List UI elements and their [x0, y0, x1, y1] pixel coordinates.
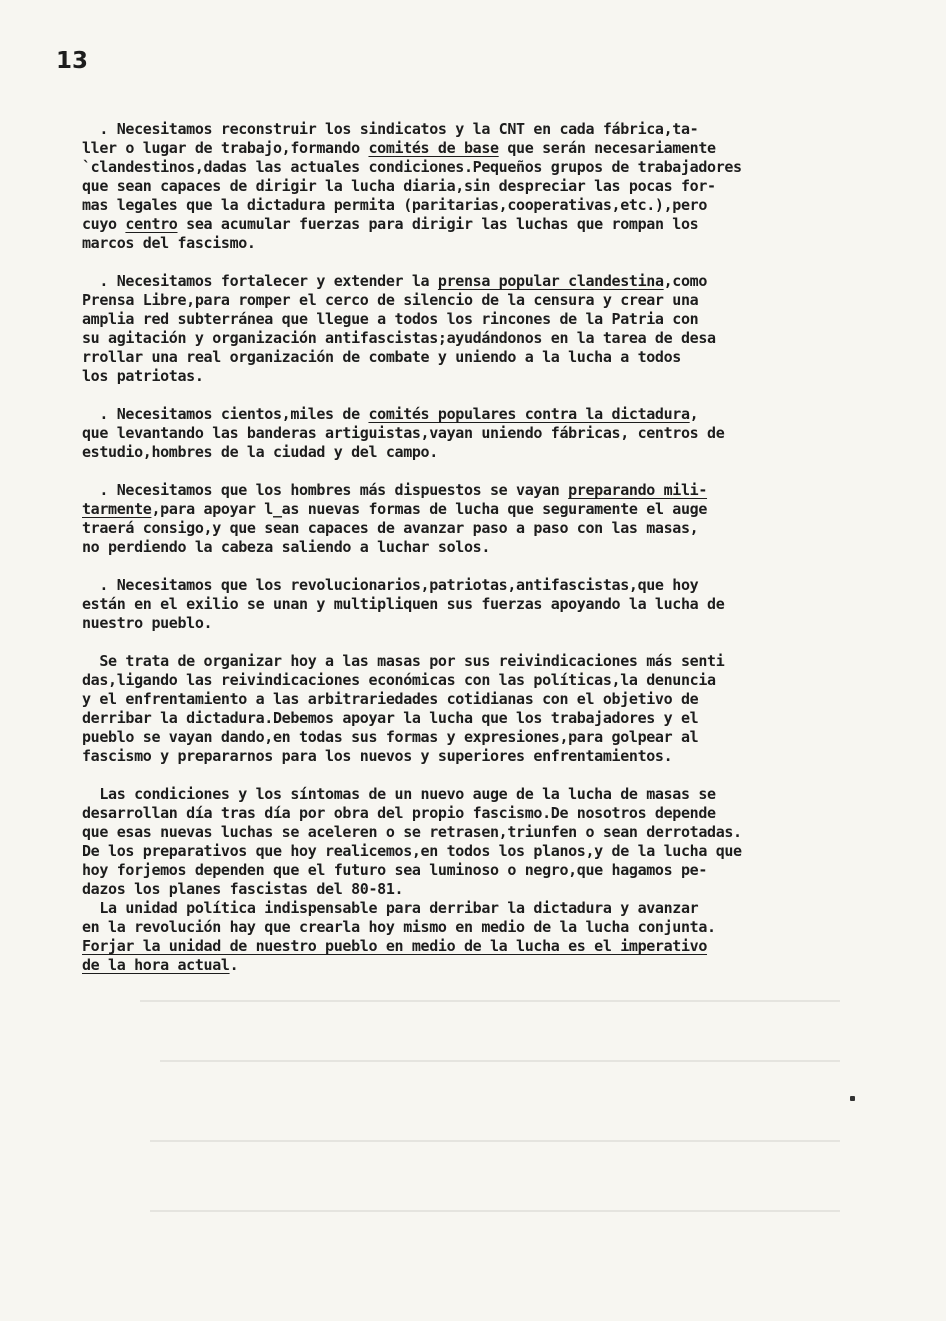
text-run: en la revolución hay que crearla hoy mismo en medio de la lucha conjunta.	[82, 918, 716, 936]
text-line	[82, 215, 872, 234]
text-line	[82, 519, 872, 538]
text-run: ,	[689, 405, 699, 423]
text-run: De los preparativos que hoy realicemos,en todos los planos,y de la lucha que	[82, 842, 742, 860]
text-line	[82, 348, 872, 367]
text-run: `clandestinos,dadas las actuales condiciones.Pequeños grupos de trabajadores	[82, 158, 742, 176]
text-run: que levantando las banderas artiguistas,vayan uniendo fábricas, centros de	[82, 424, 725, 442]
underlined-text: tarmente	[82, 500, 152, 518]
paragraph	[82, 120, 872, 253]
text-run: . Necesitamos que los revolucionarios,patriotas,antifascistas,que hoy	[82, 576, 699, 594]
text-line	[82, 424, 872, 443]
text-run: que esas nuevas luchas se aceleren o se retrasen,triunfen o sean derrotadas.	[82, 823, 742, 841]
text-line	[82, 158, 872, 177]
text-line	[82, 329, 872, 348]
text-line	[82, 481, 872, 500]
text-line	[82, 728, 872, 747]
text-run: Se trata de organizar hoy a las masas por sus reivindicaciones más senti	[82, 652, 725, 670]
text-run: . Necesitamos cientos,miles de	[82, 405, 369, 423]
paragraph	[82, 785, 872, 899]
text-line	[82, 538, 872, 557]
text-line	[82, 234, 872, 253]
text-line	[82, 367, 872, 386]
text-line	[82, 272, 872, 291]
text-run: das,ligando las reivindicaciones económicas con las políticas,la denuncia	[82, 671, 716, 689]
text-run: pueblo se vayan dando,en todas sus formas y expresiones,para golpear al	[82, 728, 699, 746]
text-run: ,para apoyar l_as nuevas formas de lucha que seguramente el auge	[151, 500, 708, 518]
paragraph	[82, 405, 872, 462]
text-line	[82, 595, 872, 614]
text-run: los patriotas.	[82, 367, 204, 385]
text-line	[82, 500, 872, 519]
text-line	[82, 291, 872, 310]
text-run: desarrollan día tras día por obra del propio fascismo.De nosotros depende	[82, 804, 716, 822]
underlined-text: prensa popular clandestina	[437, 272, 664, 290]
text-line	[82, 405, 872, 424]
text-run: que serán necesariamente	[498, 139, 716, 157]
text-run: . Necesitamos reconstruir los sindicatos y la CNT en cada fábrica,ta-	[82, 120, 699, 138]
ink-dot	[850, 1096, 855, 1101]
text-run: fascismo y prepararnos para los nuevos y superiores enfrentamientos.	[82, 747, 673, 765]
text-line	[82, 747, 872, 766]
text-line	[82, 614, 872, 633]
text-run: marcos del fascismo.	[82, 234, 256, 252]
text-run: no perdiendo la cabeza saliendo a luchar solos.	[82, 538, 490, 556]
text-run: están en el exilio se unan y multipliquen sus fuerzas apoyando la lucha de	[82, 595, 725, 613]
underlined-text: centro	[125, 215, 178, 233]
underlined-text: preparando mili-	[568, 481, 708, 499]
paragraph	[82, 652, 872, 766]
text-run: cuyo	[82, 215, 126, 233]
text-run: estudio,hombres de la ciudad y del campo.	[82, 443, 438, 461]
text-line	[82, 709, 872, 728]
text-line	[82, 937, 872, 956]
text-line	[82, 861, 872, 880]
page-number: 13	[56, 48, 89, 74]
text-run: ,como	[663, 272, 708, 290]
text-run: que sean capaces de dirigir la lucha diaria,sin despreciar las pocas for-	[82, 177, 716, 195]
text-line	[82, 177, 872, 196]
text-run: hoy forjemos dependen que el futuro sea luminoso o negro,que hagamos pe-	[82, 861, 708, 879]
text-line	[82, 139, 872, 158]
text-line	[82, 443, 872, 462]
text-run: traerá consigo,y que sean capaces de avanzar paso a paso con las masas,	[82, 519, 699, 537]
underlined-text: de la hora actual	[82, 956, 230, 974]
paragraph	[82, 576, 872, 633]
text-run: amplia red subterránea que llegue a todos los rincones de la Patria con	[82, 310, 699, 328]
text-line	[82, 120, 872, 139]
text-line	[82, 842, 872, 861]
text-line	[82, 899, 872, 918]
text-run: . Necesitamos que los hombres más dispuestos se vayan	[82, 481, 569, 499]
text-line	[82, 310, 872, 329]
text-run: derribar la dictadura.Debemos apoyar la lucha que los trabajadores y el	[82, 709, 699, 727]
text-run: dazos los planes fascistas del 80-81.	[82, 880, 404, 898]
text-line	[82, 823, 872, 842]
text-run: ller o lugar de trabajo,formando	[82, 139, 369, 157]
text-run: La unidad política indispensable para derribar la dictadura y avanzar	[82, 899, 699, 917]
text-run: Las condiciones y los síntomas de un nuevo auge de la lucha de masas se	[82, 785, 716, 803]
text-run: y el enfrentamiento a las arbitrariedades cotidianas con el objetivo de	[82, 690, 699, 708]
text-line	[82, 671, 872, 690]
text-line	[82, 956, 872, 975]
text-run: Prensa Libre,para romper el cerco de silencio de la censura y crear una	[82, 291, 699, 309]
text-run: .	[229, 956, 239, 974]
text-line	[82, 652, 872, 671]
paragraph	[82, 481, 872, 557]
text-line	[82, 804, 872, 823]
text-run: mas legales que la dictadura permita (paritarias,cooperativas,etc.),pero	[82, 196, 708, 214]
underlined-text: comités de base	[368, 139, 499, 157]
text-run: sea acumular fuerzas para dirigir las luchas que rompan los	[177, 215, 699, 233]
underlined-text: Forjar la unidad de nuestro pueblo en medio de la lucha es el imperativo	[82, 937, 708, 955]
paragraph	[82, 899, 872, 975]
text-run: su agitación y organización antifascistas;ayudándonos en la tarea de desa	[82, 329, 716, 347]
document-body	[82, 120, 872, 994]
paragraph	[82, 272, 872, 386]
text-line	[82, 576, 872, 595]
text-run: rrollar una real organización de combate y uniendo a la lucha a todos	[82, 348, 681, 366]
text-line	[82, 690, 872, 709]
text-run: nuestro pueblo.	[82, 614, 213, 632]
text-line	[82, 196, 872, 215]
underlined-text: comités populares contra la dictadura	[368, 405, 690, 423]
text-line	[82, 880, 872, 899]
text-line	[82, 918, 872, 937]
text-line	[82, 785, 872, 804]
text-run: . Necesitamos fortalecer y extender la	[82, 272, 438, 290]
